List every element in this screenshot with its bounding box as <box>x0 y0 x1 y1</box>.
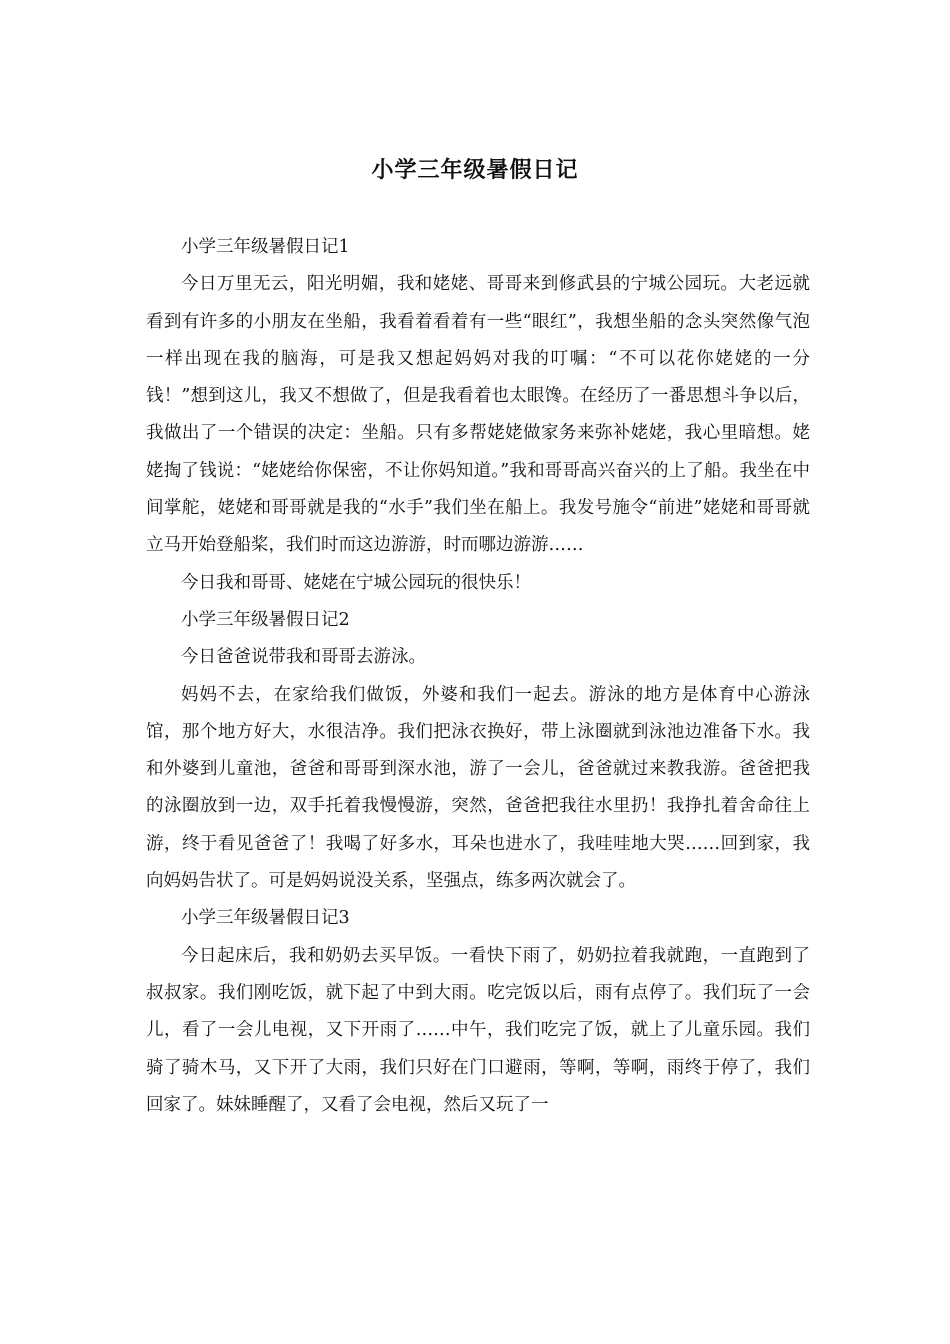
section-heading-2: 小学三年级暑假日记2 <box>181 609 350 630</box>
paragraph: 今日万里无云，阳光明媚，我和姥姥、哥哥来到修武县的宁城公园玩。大老远就看到有许多的小朋友在坐船，我看着看着有一些“眼红”，我想坐船的念头突然像气泡一样出现在我的脑海，可是我又想起妈妈对我的叮嘱：“不可以花你姥姥的一分钱！”想到这儿，我又不想做了，但是我看着也太眼馋。在经历了一番思想斗争以后，我做出了一个错误的决定：坐船。只有多帮姥姥做家务来弥补姥姥，我心里暗想。姥姥掏了钱说：“姥姥给你保密，不让你妈知道。”我和哥哥高兴奋兴的上了船。我坐在中间掌舵，姥姥和哥哥就是我的“水手”我们坐在船上。我发号施令“前进”姥姥和哥哥就立马开始登船桨，我们时而这边游游，时而哪边游游…… <box>146 274 810 556</box>
document-title: 小学三年级暑假日记 <box>371 157 579 183</box>
section-heading-3: 小学三年级暑假日记3 <box>181 908 350 929</box>
paragraph: 今日爸爸说带我和哥哥去游泳。 <box>181 647 426 668</box>
paragraph: 妈妈不去，在家给我们做饭，外婆和我们一起去。游泳的地方是体育中心游泳馆，那个地方好大，水很洁净。我们把泳衣换好，带上泳圈就到泳池边准备下水。我和外婆到儿童池，爸爸和哥哥到深水池，游了一会儿，爸爸就过来教我游。爸爸把我的泳圈放到一边，双手托着我慢慢游，突然，爸爸把我往水里扔！我挣扎着舍命往上游，终于看见爸爸了！我喝了好多水，耳朵也进水了，我哇哇地大哭……回到家，我向妈妈告状了。可是妈妈说没关系，坚强点，练多两次就会了。 <box>146 684 810 892</box>
paragraph: 今日我和哥哥、姥姥在宁城公园玩的很快乐！ <box>181 572 531 593</box>
paragraph: 今日起床后，我和奶奶去买早饭。一看快下雨了，奶奶拉着我就跑，一直跑到了叔叔家。我们刚吃饭，就下起了中到大雨。吃完饭以后，雨有点停了。我们玩了一会儿，看了一会儿电视，又下开雨了……中午，我们吃完了饭，就上了儿童乐园。我们骑了骑木马，又下开了大雨，我们只好在门口避雨，等啊，等啊，雨终于停了，我们回家了。妹妹睡醒了，又看了会电视，然后又玩了一 <box>146 945 810 1115</box>
section-heading-1: 小学三年级暑假日记1 <box>181 237 350 257</box>
document-body <box>146 229 810 1124</box>
